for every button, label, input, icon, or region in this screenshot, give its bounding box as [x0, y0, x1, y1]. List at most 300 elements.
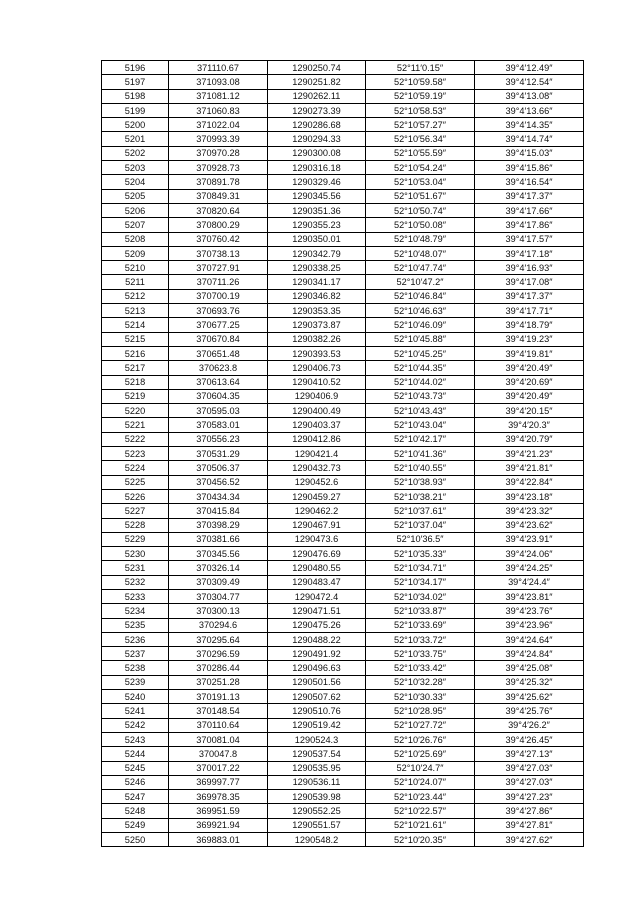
y-coordinate-cell: 1290535.95 — [268, 761, 366, 775]
point-number-cell: 5197 — [102, 75, 169, 89]
x-coordinate-cell: 370693.76 — [169, 304, 268, 318]
table-row — [102, 146, 584, 160]
x-coordinate-cell: 369883.01 — [169, 833, 268, 847]
y-coordinate-cell: 1290316.18 — [268, 161, 366, 175]
x-coordinate-cell: 370415.84 — [169, 504, 268, 518]
x-coordinate-cell: 370295.64 — [169, 632, 268, 646]
latitude-cell: 52°10′58.53″ — [366, 103, 475, 117]
x-coordinate-cell: 370456.52 — [169, 475, 268, 489]
table-row — [102, 632, 584, 646]
point-number-cell: 5220 — [102, 404, 169, 418]
y-coordinate-cell: 1290480.55 — [268, 561, 366, 575]
longitude-cell: 39°4′18.79″ — [475, 318, 584, 332]
latitude-cell: 52°10′33.69″ — [366, 618, 475, 632]
x-coordinate-cell: 370738.13 — [169, 246, 268, 260]
point-number-cell: 5215 — [102, 332, 169, 346]
table-row — [102, 675, 584, 689]
table-row — [102, 518, 584, 532]
x-coordinate-cell: 370251.28 — [169, 675, 268, 689]
x-coordinate-cell: 370623.8 — [169, 361, 268, 375]
longitude-cell: 39°4′24.06″ — [475, 547, 584, 561]
longitude-cell: 39°4′17.18″ — [475, 246, 584, 260]
y-coordinate-cell: 1290341.17 — [268, 275, 366, 289]
table-row — [102, 389, 584, 403]
y-coordinate-cell: 1290338.25 — [268, 261, 366, 275]
y-coordinate-cell: 1290536.11 — [268, 775, 366, 789]
point-number-cell: 5249 — [102, 818, 169, 832]
x-coordinate-cell: 370296.59 — [169, 647, 268, 661]
x-coordinate-cell: 370506.37 — [169, 461, 268, 475]
point-number-cell: 5219 — [102, 389, 169, 403]
y-coordinate-cell: 1290382.26 — [268, 332, 366, 346]
longitude-cell: 39°4′21.23″ — [475, 447, 584, 461]
y-coordinate-cell: 1290412.86 — [268, 432, 366, 446]
table-row — [102, 203, 584, 217]
y-coordinate-cell: 1290351.36 — [268, 203, 366, 217]
table-row — [102, 690, 584, 704]
table-row — [102, 132, 584, 146]
table-row — [102, 432, 584, 446]
longitude-cell: 39°4′16.54″ — [475, 175, 584, 189]
x-coordinate-cell: 370760.42 — [169, 232, 268, 246]
longitude-cell: 39°4′20.69″ — [475, 375, 584, 389]
point-number-cell: 5245 — [102, 761, 169, 775]
table-row — [102, 375, 584, 389]
table-row — [102, 704, 584, 718]
table-row — [102, 346, 584, 360]
y-coordinate-cell: 1290475.26 — [268, 618, 366, 632]
longitude-cell: 39°4′16.93″ — [475, 261, 584, 275]
table-row — [102, 118, 584, 132]
longitude-cell: 39°4′23.62″ — [475, 518, 584, 532]
point-number-cell: 5198 — [102, 89, 169, 103]
longitude-cell: 39°4′24.64″ — [475, 632, 584, 646]
y-coordinate-cell: 1290410.52 — [268, 375, 366, 389]
point-number-cell: 5204 — [102, 175, 169, 189]
table-row — [102, 489, 584, 503]
latitude-cell: 52°10′50.74″ — [366, 203, 475, 217]
longitude-cell: 39°4′23.96″ — [475, 618, 584, 632]
table-row — [102, 75, 584, 89]
y-coordinate-cell: 1290406.73 — [268, 361, 366, 375]
longitude-cell: 39°4′24.25″ — [475, 561, 584, 575]
point-number-cell: 5235 — [102, 618, 169, 632]
x-coordinate-cell: 369997.77 — [169, 775, 268, 789]
x-coordinate-cell: 370556.23 — [169, 432, 268, 446]
table-row — [102, 561, 584, 575]
x-coordinate-cell: 370993.39 — [169, 132, 268, 146]
latitude-cell: 52°10′37.61″ — [366, 504, 475, 518]
latitude-cell: 52°10′33.75″ — [366, 647, 475, 661]
table-row — [102, 103, 584, 117]
longitude-cell: 39°4′25.08″ — [475, 661, 584, 675]
y-coordinate-cell: 1290496.63 — [268, 661, 366, 675]
table-row — [102, 361, 584, 375]
table-row — [102, 332, 584, 346]
y-coordinate-cell: 1290551.57 — [268, 818, 366, 832]
longitude-cell: 39°4′19.81″ — [475, 346, 584, 360]
longitude-cell: 39°4′27.81″ — [475, 818, 584, 832]
x-coordinate-cell: 370531.29 — [169, 447, 268, 461]
y-coordinate-cell: 1290552.25 — [268, 804, 366, 818]
y-coordinate-cell: 1290548.2 — [268, 833, 366, 847]
latitude-cell: 52°10′48.79″ — [366, 232, 475, 246]
table-row — [102, 161, 584, 175]
point-number-cell: 5214 — [102, 318, 169, 332]
point-number-cell: 5223 — [102, 447, 169, 461]
x-coordinate-cell: 371022.04 — [169, 118, 268, 132]
x-coordinate-cell: 370820.64 — [169, 203, 268, 217]
latitude-cell: 52°10′51.67″ — [366, 189, 475, 203]
point-number-cell: 5224 — [102, 461, 169, 475]
y-coordinate-cell: 1290346.82 — [268, 289, 366, 303]
x-coordinate-cell: 370583.01 — [169, 418, 268, 432]
y-coordinate-cell: 1290300.08 — [268, 146, 366, 160]
latitude-cell: 52°10′47.74″ — [366, 261, 475, 275]
longitude-cell: 39°4′19.23″ — [475, 332, 584, 346]
longitude-cell: 39°4′23.91″ — [475, 532, 584, 546]
point-number-cell: 5207 — [102, 218, 169, 232]
point-number-cell: 5210 — [102, 261, 169, 275]
table-row — [102, 418, 584, 432]
latitude-cell: 52°10′23.44″ — [366, 790, 475, 804]
x-coordinate-cell: 369921.94 — [169, 818, 268, 832]
point-number-cell: 5237 — [102, 647, 169, 661]
latitude-cell: 52°10′43.73″ — [366, 389, 475, 403]
latitude-cell: 52°10′45.25″ — [366, 346, 475, 360]
point-number-cell: 5200 — [102, 118, 169, 132]
latitude-cell: 52°10′44.02″ — [366, 375, 475, 389]
latitude-cell: 52°10′59.58″ — [366, 75, 475, 89]
longitude-cell: 39°4′17.86″ — [475, 218, 584, 232]
table-row — [102, 661, 584, 675]
point-number-cell: 5238 — [102, 661, 169, 675]
longitude-cell: 39°4′25.76″ — [475, 704, 584, 718]
table-row — [102, 404, 584, 418]
table-row — [102, 647, 584, 661]
y-coordinate-cell: 1290345.56 — [268, 189, 366, 203]
latitude-cell: 52°10′34.17″ — [366, 575, 475, 589]
table-row — [102, 189, 584, 203]
longitude-cell: 39°4′17.57″ — [475, 232, 584, 246]
x-coordinate-cell: 370670.84 — [169, 332, 268, 346]
point-number-cell: 5221 — [102, 418, 169, 432]
longitude-cell: 39°4′26.45″ — [475, 732, 584, 746]
latitude-cell: 52°10′36.5″ — [366, 532, 475, 546]
longitude-cell: 39°4′23.32″ — [475, 504, 584, 518]
latitude-cell: 52°10′20.35″ — [366, 833, 475, 847]
latitude-cell: 52°10′38.21″ — [366, 489, 475, 503]
longitude-cell: 39°4′14.74″ — [475, 132, 584, 146]
y-coordinate-cell: 1290462.2 — [268, 504, 366, 518]
y-coordinate-cell: 1290403.37 — [268, 418, 366, 432]
latitude-cell: 52°10′43.04″ — [366, 418, 475, 432]
x-coordinate-cell: 370047.8 — [169, 747, 268, 761]
point-number-cell: 5242 — [102, 718, 169, 732]
longitude-cell: 39°4′27.13″ — [475, 747, 584, 761]
x-coordinate-cell: 369951.59 — [169, 804, 268, 818]
latitude-cell: 52°10′21.61″ — [366, 818, 475, 832]
y-coordinate-cell: 1290355.23 — [268, 218, 366, 232]
table-row — [102, 804, 584, 818]
table-row — [102, 304, 584, 318]
table-row — [102, 261, 584, 275]
table-row — [102, 604, 584, 618]
table-row — [102, 504, 584, 518]
x-coordinate-cell: 370613.64 — [169, 375, 268, 389]
table-row — [102, 175, 584, 189]
table-row — [102, 747, 584, 761]
x-coordinate-cell: 371110.67 — [169, 61, 268, 75]
y-coordinate-cell: 1290459.27 — [268, 489, 366, 503]
point-number-cell: 5203 — [102, 161, 169, 175]
longitude-cell: 39°4′20.15″ — [475, 404, 584, 418]
longitude-cell: 39°4′27.23″ — [475, 790, 584, 804]
table-row — [102, 232, 584, 246]
x-coordinate-cell: 370286.44 — [169, 661, 268, 675]
longitude-cell: 39°4′21.81″ — [475, 461, 584, 475]
x-coordinate-cell: 370711.26 — [169, 275, 268, 289]
point-number-cell: 5222 — [102, 432, 169, 446]
latitude-cell: 52°10′34.02″ — [366, 589, 475, 603]
latitude-cell: 52°10′43.43″ — [366, 404, 475, 418]
y-coordinate-cell: 1290537.54 — [268, 747, 366, 761]
x-coordinate-cell: 371081.12 — [169, 89, 268, 103]
latitude-cell: 52°10′33.87″ — [366, 604, 475, 618]
point-number-cell: 5246 — [102, 775, 169, 789]
point-number-cell: 5213 — [102, 304, 169, 318]
latitude-cell: 52°10′46.63″ — [366, 304, 475, 318]
point-number-cell: 5233 — [102, 589, 169, 603]
latitude-cell: 52°10′46.09″ — [366, 318, 475, 332]
x-coordinate-cell: 371093.08 — [169, 75, 268, 89]
point-number-cell: 5201 — [102, 132, 169, 146]
point-number-cell: 5241 — [102, 704, 169, 718]
latitude-cell: 52°10′30.33″ — [366, 690, 475, 704]
x-coordinate-cell: 370345.56 — [169, 547, 268, 561]
table-row — [102, 575, 584, 589]
latitude-cell: 52°10′47.2″ — [366, 275, 475, 289]
x-coordinate-cell: 370970.28 — [169, 146, 268, 160]
table-row — [102, 461, 584, 475]
longitude-cell: 39°4′17.71″ — [475, 304, 584, 318]
y-coordinate-cell: 1290262.11 — [268, 89, 366, 103]
longitude-cell: 39°4′20.49″ — [475, 389, 584, 403]
latitude-cell: 52°10′37.04″ — [366, 518, 475, 532]
point-number-cell: 5239 — [102, 675, 169, 689]
table-row — [102, 732, 584, 746]
point-number-cell: 5230 — [102, 547, 169, 561]
latitude-cell: 52°10′41.36″ — [366, 447, 475, 461]
latitude-cell: 52°10′33.42″ — [366, 661, 475, 675]
latitude-cell: 52°10′25.69″ — [366, 747, 475, 761]
point-number-cell: 5212 — [102, 289, 169, 303]
x-coordinate-cell: 370110.64 — [169, 718, 268, 732]
table-row — [102, 775, 584, 789]
table-row — [102, 318, 584, 332]
point-number-cell: 5205 — [102, 189, 169, 203]
point-number-cell: 5243 — [102, 732, 169, 746]
latitude-cell: 52°10′42.17″ — [366, 432, 475, 446]
x-coordinate-cell: 370300.13 — [169, 604, 268, 618]
table-row — [102, 61, 584, 75]
table-row — [102, 447, 584, 461]
point-number-cell: 5232 — [102, 575, 169, 589]
table-row — [102, 547, 584, 561]
y-coordinate-cell: 1290273.39 — [268, 103, 366, 117]
longitude-cell: 39°4′17.37″ — [475, 289, 584, 303]
latitude-cell: 52°10′57.27″ — [366, 118, 475, 132]
point-number-cell: 5202 — [102, 146, 169, 160]
longitude-cell: 39°4′24.84″ — [475, 647, 584, 661]
latitude-cell: 52°10′24.07″ — [366, 775, 475, 789]
latitude-cell: 52°10′55.59″ — [366, 146, 475, 160]
x-coordinate-cell: 370849.31 — [169, 189, 268, 203]
point-number-cell: 5248 — [102, 804, 169, 818]
latitude-cell: 52°10′33.72″ — [366, 632, 475, 646]
latitude-cell: 52°11′0.15″ — [366, 61, 475, 75]
latitude-cell: 52°10′44.35″ — [366, 361, 475, 375]
point-number-cell: 5199 — [102, 103, 169, 117]
y-coordinate-cell: 1290510.76 — [268, 704, 366, 718]
y-coordinate-cell: 1290476.69 — [268, 547, 366, 561]
x-coordinate-cell: 370651.48 — [169, 346, 268, 360]
coordinates-table — [101, 60, 584, 847]
point-number-cell: 5244 — [102, 747, 169, 761]
x-coordinate-cell: 370700.19 — [169, 289, 268, 303]
latitude-cell: 52°10′26.76″ — [366, 732, 475, 746]
table-row — [102, 532, 584, 546]
y-coordinate-cell: 1290472.4 — [268, 589, 366, 603]
table-row — [102, 589, 584, 603]
x-coordinate-cell: 370891.78 — [169, 175, 268, 189]
y-coordinate-cell: 1290519.42 — [268, 718, 366, 732]
longitude-cell: 39°4′25.32″ — [475, 675, 584, 689]
longitude-cell: 39°4′27.62″ — [475, 833, 584, 847]
latitude-cell: 52°10′27.72″ — [366, 718, 475, 732]
longitude-cell: 39°4′12.49″ — [475, 61, 584, 75]
y-coordinate-cell: 1290421.4 — [268, 447, 366, 461]
point-number-cell: 5240 — [102, 690, 169, 704]
longitude-cell: 39°4′14.35″ — [475, 118, 584, 132]
longitude-cell: 39°4′17.37″ — [475, 189, 584, 203]
y-coordinate-cell: 1290373.87 — [268, 318, 366, 332]
x-coordinate-cell: 370294.6 — [169, 618, 268, 632]
table-row — [102, 833, 584, 847]
latitude-cell: 52°10′46.84″ — [366, 289, 475, 303]
point-number-cell: 5208 — [102, 232, 169, 246]
point-number-cell: 5231 — [102, 561, 169, 575]
table-row — [102, 618, 584, 632]
latitude-cell: 52°10′48.07″ — [366, 246, 475, 260]
longitude-cell: 39°4′27.03″ — [475, 775, 584, 789]
y-coordinate-cell: 1290473.6 — [268, 532, 366, 546]
y-coordinate-cell: 1290393.53 — [268, 346, 366, 360]
table-row — [102, 818, 584, 832]
point-number-cell: 5196 — [102, 61, 169, 75]
y-coordinate-cell: 1290432.73 — [268, 461, 366, 475]
y-coordinate-cell: 1290353.35 — [268, 304, 366, 318]
latitude-cell: 52°10′38.93″ — [366, 475, 475, 489]
latitude-cell: 52°10′32.28″ — [366, 675, 475, 689]
y-coordinate-cell: 1290501.56 — [268, 675, 366, 689]
x-coordinate-cell: 370398.29 — [169, 518, 268, 532]
point-number-cell: 5209 — [102, 246, 169, 260]
point-number-cell: 5218 — [102, 375, 169, 389]
coordinates-table-body — [102, 61, 584, 847]
point-number-cell: 5234 — [102, 604, 169, 618]
point-number-cell: 5226 — [102, 489, 169, 503]
y-coordinate-cell: 1290350.01 — [268, 232, 366, 246]
longitude-cell: 39°4′26.2″ — [475, 718, 584, 732]
y-coordinate-cell: 1290491.92 — [268, 647, 366, 661]
x-coordinate-cell: 370017.22 — [169, 761, 268, 775]
y-coordinate-cell: 1290286.68 — [268, 118, 366, 132]
y-coordinate-cell: 1290488.22 — [268, 632, 366, 646]
table-row — [102, 761, 584, 775]
point-number-cell: 5236 — [102, 632, 169, 646]
x-coordinate-cell: 370604.35 — [169, 389, 268, 403]
x-coordinate-cell: 370148.54 — [169, 704, 268, 718]
table-row — [102, 718, 584, 732]
longitude-cell: 39°4′20.3″ — [475, 418, 584, 432]
longitude-cell: 39°4′27.86″ — [475, 804, 584, 818]
x-coordinate-cell: 370309.49 — [169, 575, 268, 589]
y-coordinate-cell: 1290467.91 — [268, 518, 366, 532]
x-coordinate-cell: 369978.35 — [169, 790, 268, 804]
x-coordinate-cell: 370677.25 — [169, 318, 268, 332]
longitude-cell: 39°4′15.86″ — [475, 161, 584, 175]
longitude-cell: 39°4′22.84″ — [475, 475, 584, 489]
latitude-cell: 52°10′53.04″ — [366, 175, 475, 189]
longitude-cell: 39°4′27.03″ — [475, 761, 584, 775]
y-coordinate-cell: 1290507.62 — [268, 690, 366, 704]
point-number-cell: 5227 — [102, 504, 169, 518]
y-coordinate-cell: 1290342.79 — [268, 246, 366, 260]
table-row — [102, 218, 584, 232]
longitude-cell: 39°4′20.79″ — [475, 432, 584, 446]
longitude-cell: 39°4′24.4″ — [475, 575, 584, 589]
x-coordinate-cell: 371060.83 — [169, 103, 268, 117]
x-coordinate-cell: 370381.66 — [169, 532, 268, 546]
x-coordinate-cell: 370595.03 — [169, 404, 268, 418]
point-number-cell: 5229 — [102, 532, 169, 546]
x-coordinate-cell: 370326.14 — [169, 561, 268, 575]
y-coordinate-cell: 1290539.98 — [268, 790, 366, 804]
x-coordinate-cell: 370434.34 — [169, 489, 268, 503]
latitude-cell: 52°10′45.88″ — [366, 332, 475, 346]
longitude-cell: 39°4′17.08″ — [475, 275, 584, 289]
x-coordinate-cell: 370928.73 — [169, 161, 268, 175]
x-coordinate-cell: 370727.91 — [169, 261, 268, 275]
latitude-cell: 52°10′35.33″ — [366, 547, 475, 561]
x-coordinate-cell: 370304.77 — [169, 589, 268, 603]
latitude-cell: 52°10′54.24″ — [366, 161, 475, 175]
latitude-cell: 52°10′24.7″ — [366, 761, 475, 775]
point-number-cell: 5225 — [102, 475, 169, 489]
longitude-cell: 39°4′23.18″ — [475, 489, 584, 503]
x-coordinate-cell: 370191.13 — [169, 690, 268, 704]
point-number-cell: 5247 — [102, 790, 169, 804]
table-row — [102, 246, 584, 260]
longitude-cell: 39°4′15.03″ — [475, 146, 584, 160]
point-number-cell: 5216 — [102, 346, 169, 360]
table-row — [102, 89, 584, 103]
latitude-cell: 52°10′40.55″ — [366, 461, 475, 475]
latitude-cell: 52°10′59.19″ — [366, 89, 475, 103]
x-coordinate-cell: 370800.29 — [169, 218, 268, 232]
longitude-cell: 39°4′20.49″ — [475, 361, 584, 375]
